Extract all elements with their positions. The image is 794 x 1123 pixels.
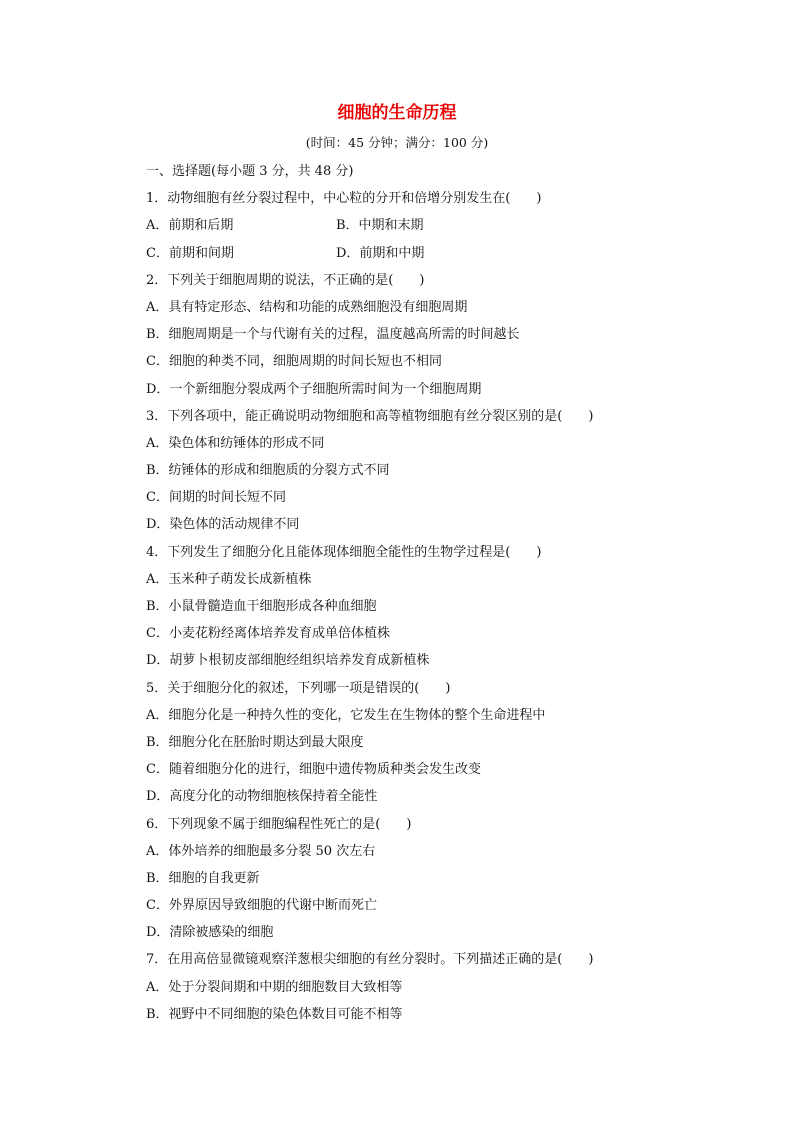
page-title: 细胞的生命历程 xyxy=(337,103,457,123)
question-2-option-d: D．一个新细胞分裂成两个子细胞所需时间为一个细胞周期 xyxy=(146,381,482,397)
question-5-option-c: C．随着细胞分化的进行，细胞中遗传物质种类会发生改变 xyxy=(146,762,481,778)
question-1-stem: 1．动物细胞有丝分裂过程中，中心粒的分开和倍增分别发生在( ) xyxy=(146,191,542,207)
question-7-option-a: A．处于分裂间期和中期的细胞数目大致相等 xyxy=(146,979,403,995)
question-1-options-row-2 xyxy=(146,240,666,267)
question-1-option-c: C．前期和间期 xyxy=(146,245,234,261)
question-3-option-b: B．纺锤体的形成和细胞质的分裂方式不同 xyxy=(146,463,390,479)
question-7-stem: 7．在用高倍显微镜观察洋葱根尖细胞的有丝分裂时。下列描述正确的是( ) xyxy=(146,952,594,968)
question-6-option-b: B．细胞的自我更新 xyxy=(146,870,260,886)
question-4-stem: 4．下列发生了细胞分化且能体现体细胞全能性的生物学过程是( ) xyxy=(146,544,542,560)
question-1-option-d: D．前期和中期 xyxy=(336,245,425,261)
question-3-stem: 3．下列各项中，能正确说明动物细胞和高等植物细胞有丝分裂区别的是( ) xyxy=(146,408,594,424)
question-5-stem: 5．关于细胞分化的叙述，下列哪一项是错误的( ) xyxy=(146,680,451,696)
question-1-option-a: A．前期和后期 xyxy=(146,218,234,234)
question-2-option-c: C．细胞的种类不同，细胞周期的时间长短也不相同 xyxy=(146,354,442,370)
question-2-option-b: B．细胞周期是一个与代谢有关的过程，温度越高所需的时间越长 xyxy=(146,327,520,343)
question-3-option-c: C．间期的时间长短不同 xyxy=(146,490,286,506)
question-6-option-d: D．清除被感染的细胞 xyxy=(146,925,274,941)
question-3-option-a: A．染色体和纺锤体的形成不同 xyxy=(146,435,325,451)
question-4-option-d: D．胡萝卜根韧皮部细胞经组织培养发育成新植株 xyxy=(146,653,430,669)
question-2-stem: 2．下列关于细胞周期的说法，不正确的是( ) xyxy=(146,272,425,288)
question-1-options-row-1 xyxy=(146,212,666,239)
question-5-option-a: A．细胞分化是一种持久性的变化，它发生在生物体的整个生命进程中 xyxy=(146,707,546,723)
question-list xyxy=(146,158,666,1028)
question-4-option-b: B．小鼠骨髓造血干细胞形成各种血细胞 xyxy=(146,599,377,614)
page-subtitle: (时间：45 分钟；满分：100 分) xyxy=(305,135,489,150)
question-7-option-b: B．视野中不同细胞的染色体数目可能不相等 xyxy=(146,1006,403,1022)
section-heading: 一、选择题(每小题 3 分，共 48 分) xyxy=(146,164,354,179)
question-4-option-c: C．小麦花粉经离体培养发育成单倍体植株 xyxy=(146,626,390,642)
question-5-option-b: B．细胞分化在胚胎时期达到最大限度 xyxy=(146,734,364,750)
question-2-option-a: A．具有特定形态、结构和功能的成熟细胞没有细胞周期 xyxy=(146,299,468,315)
question-6-option-a: A．体外培养的细胞最多分裂 50 次左右 xyxy=(146,843,376,859)
question-6-option-c: C．外界原因导致细胞的代谢中断而死亡 xyxy=(146,898,377,914)
question-5-option-d: D．高度分化的动物细胞核保持着全能性 xyxy=(146,789,378,805)
question-1-option-b: B．中期和末期 xyxy=(336,218,424,234)
question-3-option-d: D．染色体的活动规律不同 xyxy=(146,517,300,533)
question-6-stem: 6．下列现象不属于细胞编程性死亡的是( ) xyxy=(146,816,412,832)
question-4-option-a: A．玉米种子萌发长成新植株 xyxy=(146,571,312,587)
